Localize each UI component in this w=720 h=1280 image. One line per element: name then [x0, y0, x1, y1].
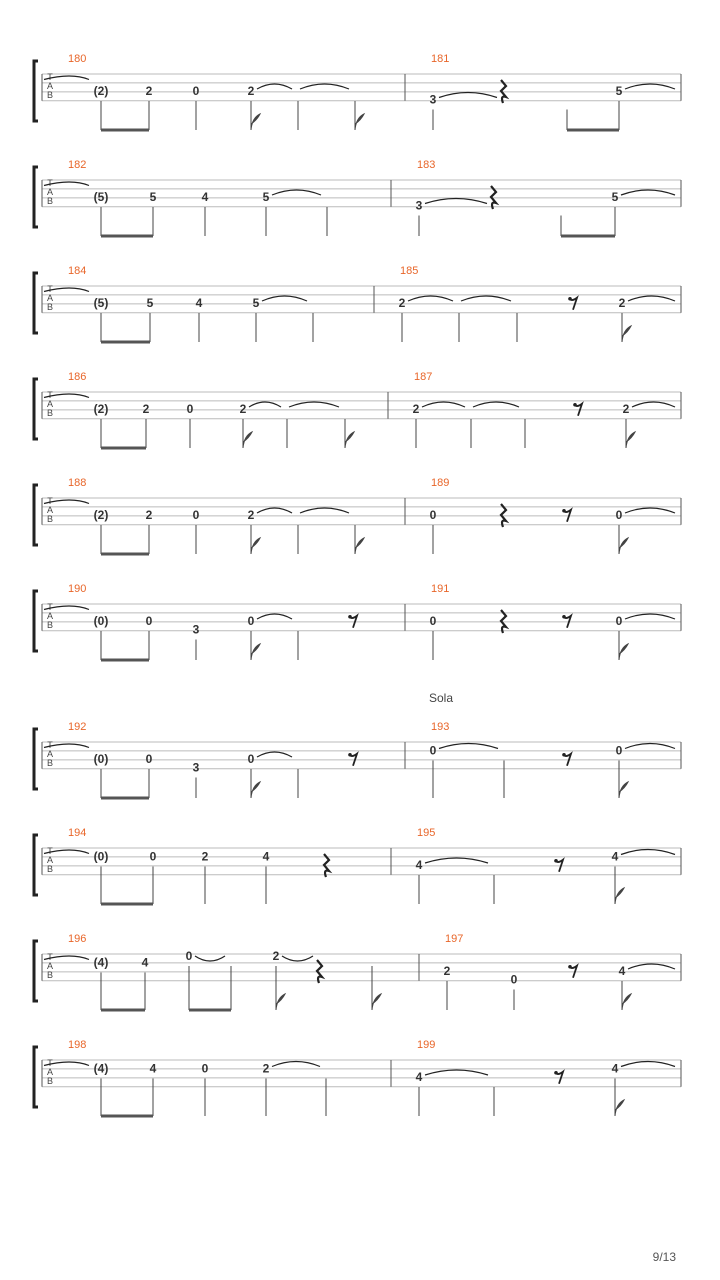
fret-number: 2	[247, 84, 255, 98]
tie-arc	[625, 84, 675, 89]
measure-number: 189	[431, 477, 450, 489]
fret-number: 4	[201, 190, 209, 204]
fret-number: 2	[618, 296, 626, 310]
measure-number: 191	[431, 583, 450, 595]
measure-number: 185	[400, 265, 419, 277]
tie-arc	[272, 190, 321, 195]
system-bracket	[34, 485, 38, 545]
measure-number: 186	[68, 371, 87, 383]
eighth-rest-dot	[554, 859, 558, 863]
eighth-rest-dot	[568, 297, 572, 301]
fret-number: 0	[510, 972, 518, 987]
fret-number: 2	[262, 1061, 270, 1076]
tie-arc	[282, 956, 313, 961]
tab-clef-letter: T	[47, 602, 53, 612]
tab-clef-letter: A	[46, 749, 54, 759]
tie-arc	[473, 402, 519, 407]
fret-number: 4	[262, 849, 270, 864]
fret-number: 4	[141, 955, 149, 970]
eighth-rest-dot	[562, 509, 566, 513]
measure-number: 183	[417, 159, 436, 171]
fret-number: 5	[149, 190, 157, 204]
tab-clef-letter: T	[47, 952, 53, 962]
fret-number: 2	[443, 964, 451, 978]
tab-system	[34, 53, 681, 130]
tie-arc	[289, 402, 339, 407]
measure-number: 198	[68, 1039, 87, 1051]
note-flag	[619, 644, 628, 660]
fret-number: 4	[415, 1070, 423, 1084]
measure-number: 195	[417, 827, 436, 839]
note-flag	[251, 114, 260, 130]
fret-number: 0	[145, 752, 153, 766]
fret-number: 4	[618, 964, 626, 978]
tie-arc	[249, 402, 281, 407]
fret-number: 0	[145, 614, 153, 628]
system-bracket	[34, 591, 38, 651]
fret-number: 4	[611, 849, 619, 864]
fret-number: 0	[247, 752, 255, 766]
system-bracket	[34, 61, 38, 121]
tie-arc	[628, 296, 675, 301]
fret-number: 0	[429, 508, 437, 522]
note-flag	[372, 994, 381, 1010]
tab-clef-letter: B	[46, 514, 54, 524]
eighth-rest-dot	[562, 753, 566, 757]
tie-arc	[425, 199, 487, 204]
measure-number: 187	[414, 371, 433, 383]
tab-clef-letter: T	[47, 72, 53, 82]
eighth-rest-dot	[562, 615, 566, 619]
fret-number: (0)	[93, 849, 109, 864]
note-flag	[615, 888, 624, 904]
tie-arc	[461, 296, 511, 301]
measure-number: 188	[68, 477, 87, 489]
tab-system	[34, 477, 681, 554]
fret-number: 4	[611, 1061, 619, 1076]
fret-number: 5	[615, 84, 623, 98]
tab-system	[34, 933, 681, 1010]
fret-number: 0	[429, 743, 437, 758]
tab-clef-letter: A	[46, 81, 54, 91]
tab-clef-letter: T	[47, 178, 53, 188]
measure-number: 182	[68, 159, 87, 171]
tie-arc	[422, 402, 465, 407]
measure-number: 193	[431, 721, 450, 733]
fret-number: 0	[615, 743, 623, 758]
fret-number: 4	[415, 858, 423, 872]
fret-number: 2	[145, 84, 153, 98]
tab-system	[34, 827, 681, 904]
tie-arc	[425, 1070, 488, 1075]
system-bracket	[34, 379, 38, 439]
fret-number: (2)	[93, 508, 109, 522]
fret-number: 4	[149, 1061, 157, 1076]
tab-system	[34, 265, 681, 342]
note-flag	[276, 994, 285, 1010]
fret-number: (2)	[93, 402, 109, 416]
tie-arc	[621, 850, 675, 855]
tab-clef-letter: B	[46, 970, 54, 980]
tie-arc	[632, 402, 675, 407]
tie-arc	[408, 296, 453, 301]
fret-number: 3	[192, 760, 200, 775]
note-flag	[626, 432, 635, 448]
tab-system	[34, 1039, 681, 1116]
tie-arc	[300, 508, 349, 513]
measure-number: 194	[68, 827, 87, 839]
note-flag	[251, 538, 260, 554]
tab-system	[34, 691, 681, 798]
note-flag	[615, 1100, 624, 1116]
tie-arc	[439, 744, 498, 749]
page-number: 9/13	[652, 1250, 676, 1264]
note-flag	[619, 538, 628, 554]
eighth-rest-dot	[568, 965, 572, 969]
measure-number: 199	[417, 1039, 436, 1051]
tab-clef-letter: A	[46, 187, 54, 197]
tab-clef-letter: T	[47, 284, 53, 294]
note-flag	[243, 432, 252, 448]
eighth-rest-dot	[554, 1071, 558, 1075]
measure-number: 197	[445, 933, 464, 945]
measure-number: 192	[68, 721, 87, 733]
system-bracket	[34, 941, 38, 1001]
tie-arc	[439, 93, 497, 98]
note-flag	[251, 782, 260, 798]
note-flag	[355, 114, 364, 130]
fret-number: 2	[622, 402, 630, 416]
tie-arc	[300, 84, 349, 89]
system-bracket	[34, 273, 38, 333]
fret-number: 5	[262, 190, 270, 204]
fret-number: (5)	[93, 190, 109, 204]
tab-clef-letter: B	[46, 302, 54, 312]
fret-number: 0	[247, 614, 255, 628]
tab-clef-letter: T	[47, 846, 53, 856]
fret-number: (4)	[93, 1061, 109, 1076]
tab-clef-letter: A	[46, 399, 54, 409]
tab-clef-letter: T	[47, 496, 53, 506]
fret-number: 2	[398, 296, 406, 310]
tab-clef-letter: A	[46, 961, 54, 971]
measure-number: 180	[68, 53, 87, 65]
fret-number: 0	[149, 849, 157, 864]
tab-clef-letter: B	[46, 864, 54, 874]
fret-number: 0	[615, 508, 623, 522]
note-flag	[251, 644, 260, 660]
fret-number: 2	[239, 402, 247, 416]
tab-clef-letter: B	[46, 90, 54, 100]
section-marker: Sola	[428, 691, 454, 705]
fret-number: 0	[429, 614, 437, 628]
eighth-rest-dot	[348, 615, 352, 619]
system-bracket	[34, 835, 38, 895]
tab-clef-letter: A	[46, 611, 54, 621]
measure-number: 184	[68, 265, 87, 277]
fret-number: 3	[429, 92, 437, 107]
fret-number: (0)	[93, 614, 109, 628]
tie-arc	[257, 614, 292, 619]
fret-number: 0	[192, 84, 200, 98]
tie-arc	[257, 508, 292, 513]
fret-number: 5	[252, 296, 260, 310]
tab-clef-letter: A	[46, 505, 54, 515]
fret-number: 0	[185, 949, 193, 963]
fret-number: 2	[272, 949, 280, 963]
fret-number: 0	[192, 508, 200, 522]
fret-number: 3	[192, 622, 200, 637]
fret-number: 0	[186, 402, 194, 416]
note-flag	[345, 432, 354, 448]
note-flag	[622, 994, 631, 1010]
tab-clef-letter: T	[47, 740, 53, 750]
tab-system	[34, 583, 681, 660]
tab-clef-letter: T	[47, 390, 53, 400]
fret-number: (5)	[93, 296, 109, 310]
tab-clef-letter: A	[46, 1067, 54, 1077]
eighth-rest-dot	[573, 403, 577, 407]
tie-arc	[625, 614, 675, 619]
tab-clef-letter: B	[46, 196, 54, 206]
fret-number: 2	[142, 402, 150, 416]
fret-number: 2	[247, 508, 255, 522]
tie-arc	[272, 1062, 320, 1067]
tie-arc	[621, 190, 675, 195]
tab-clef-letter: A	[46, 855, 54, 865]
tie-arc	[625, 508, 675, 513]
system-bracket	[34, 729, 38, 789]
fret-number: (0)	[93, 752, 109, 766]
tab-clef-letter: B	[46, 1076, 54, 1086]
note-flag	[619, 782, 628, 798]
note-flag	[622, 326, 631, 342]
system-bracket	[34, 167, 38, 227]
tie-arc	[625, 744, 675, 749]
fret-number: 2	[201, 849, 209, 864]
measure-number: 190	[68, 583, 87, 595]
tie-arc	[257, 84, 292, 89]
tie-arc	[425, 858, 488, 863]
tab-clef-letter: A	[46, 293, 54, 303]
eighth-rest-dot	[348, 753, 352, 757]
measure-number: 181	[431, 53, 450, 65]
tab-clef-letter: B	[46, 758, 54, 768]
tie-arc	[195, 956, 225, 961]
fret-number: 2	[412, 402, 420, 416]
fret-number: 0	[615, 614, 623, 628]
fret-number: 5	[146, 296, 154, 310]
fret-number: (2)	[93, 84, 109, 98]
tab-clef-letter: B	[46, 408, 54, 418]
tie-arc	[621, 1062, 675, 1067]
system-bracket	[34, 1047, 38, 1107]
note-flag	[355, 538, 364, 554]
fret-number: 0	[201, 1061, 209, 1076]
tie-arc	[262, 296, 307, 301]
measure-number: 196	[68, 933, 87, 945]
tab-system	[34, 159, 681, 236]
tab-clef-letter: B	[46, 620, 54, 630]
fret-number: 4	[195, 296, 203, 310]
fret-number: 5	[611, 190, 619, 204]
fret-number: 2	[145, 508, 153, 522]
fret-number: (4)	[93, 955, 109, 970]
fret-number: 3	[415, 198, 423, 213]
tie-arc	[257, 752, 292, 757]
tie-arc	[628, 964, 675, 969]
tab-clef-letter: T	[47, 1058, 53, 1068]
tab-system	[34, 371, 681, 448]
